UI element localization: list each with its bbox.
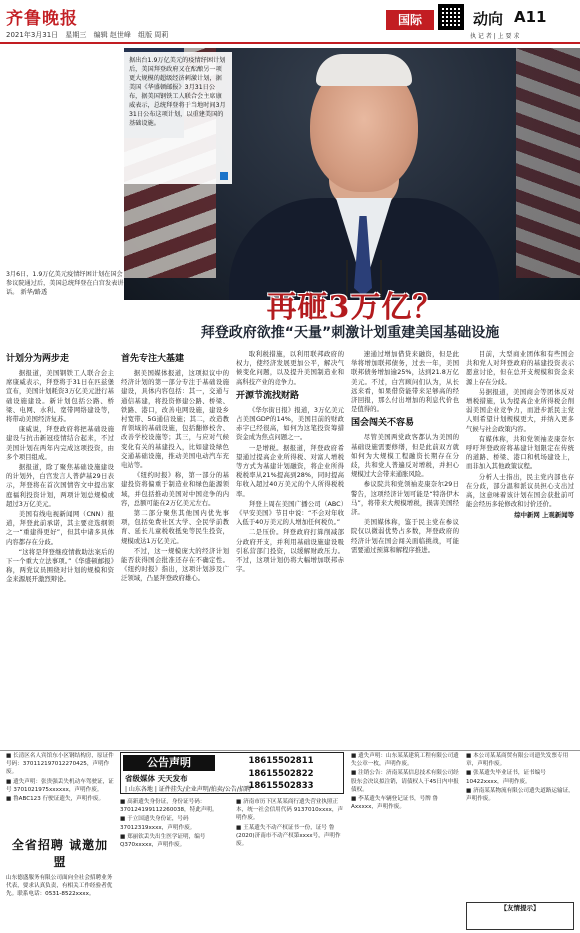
paragraph: 一是增税。据报道，拜登政府希望通过提高企业所得税、对富人增税等方式为基建计划融资，将企业所得税税率从21%提高到28%，同时提高年收入超过40万美元的个人所得税税率。 bbox=[236, 443, 344, 498]
paragraph: 《华尔街日报》报道，3万亿美元占美国GDP的14%，美国目前的财政赤字已经很高，如何为这笔投资筹措资金成为焦点问题之一。 bbox=[236, 405, 344, 442]
ad-item: ■ 济南某某物流有限公司遗失道路运输证，声明作废。 bbox=[466, 787, 574, 803]
byline: 综中新网 上观新闻等 bbox=[514, 511, 574, 520]
page-name: 动向 bbox=[473, 10, 504, 28]
photo-caption-text: 3月6日，1.9万亿美元疫情纾困计划在国会参议院通过后，美国总统拜登在白宫发表讲话。 新华/路透 bbox=[6, 271, 124, 296]
lead-summary-text: 据出台1.9万亿美元的疫情纾困计划后，美国拜登政府又在酝酿另一项更大规模的超级经济刺激计划，据美国《华盛顿邮报》3月31日公布，据美国钢铁工人联合会主席康威表示，总统拜登将于当地时间3月31日公布这项计划，以重建美国的基础设施。 bbox=[129, 57, 226, 127]
editors-right: 执 记 者 | 上 要 求 bbox=[470, 33, 520, 40]
newspaper-logo: 齐鲁晚报 bbox=[6, 9, 78, 29]
paragraph: 参议院共和党领袖麦康奈尔29日警告，这项经济计划可能是“特洛伊木马”，将带来大规模增税，损害美国经济。 bbox=[351, 480, 459, 517]
article-column bbox=[6, 350, 114, 748]
recruitment-text: 山东德盛服务有限公司面向全社会招聘业务代表，要求认真负责，有相关工作经验者优先。联系电话：0531-8522xxxx。 bbox=[6, 875, 113, 898]
paragraph: 据报道，除了聚焦基础设施建设的计划外，白宫发言人普萨基29日表示，拜登将在首次国情咨文中提出家庭福利投资计划，两项计划总规模或超过3万亿美元。 bbox=[6, 463, 114, 508]
paragraph: 据美国媒体报道，这项拟议中的经济计划的第一部分专注于基础设施建设，具体内容包括：其一，交通与通信基建，将投资修建公路、桥梁、铁路、港口，改善电网设施，建设乡村宽带、5G通信设施；其二，改造教育领域的基础设施，包括翻修校舍、改善学校设施等；其三，与应对气候变化有关的基建投入，比如建设绿色交通基础设施，推动美国电动汽车充电站等。 bbox=[121, 369, 229, 470]
classified-ads bbox=[6, 752, 574, 930]
ad-item: ■ 王某遗失不动产权证书一份，证号 鲁(2020)济南市不动产权第xxxx号，声明作废。 bbox=[236, 824, 341, 848]
notice-phone: 18615502822 bbox=[248, 768, 314, 779]
square-icon bbox=[220, 172, 228, 180]
paragraph: 另据报道，美国商会等团体反对增税措施，认为提高企业所得税会削弱美国企业竞争力，而进步派民主党人则希望计划规模更大，并纳入更多气候与社会政策内容。 bbox=[466, 387, 574, 433]
issue-date: 2021年3月31日 bbox=[6, 31, 59, 39]
ad-divider bbox=[0, 750, 580, 751]
paragraph: 不过，这一规模庞大的经济计划能否获得国会批准还存在不确定性。《纽约时报》指出，这项计划涉及广泛领域，凸显拜登政府雄心。 bbox=[121, 546, 229, 583]
paragraph: 有媒体称，共和党领袖麦康奈尔呼吁拜登政府将基建计划限定在传统的道路、桥梁、港口和机场建设上，而非加入其他政策议程。 bbox=[466, 434, 574, 471]
issue-weekday: 星期三 bbox=[65, 31, 87, 39]
ad-column bbox=[236, 798, 344, 930]
column-heading: 开源节流找财路 bbox=[236, 390, 300, 401]
ad-item: ■ 张某遗失毕业证书，证书编号 10422xxxx，声明作废。 bbox=[466, 770, 546, 785]
masthead bbox=[0, 0, 580, 44]
ad-item: ■ 鲁ABC123 行驶证遗失，声明作废。 bbox=[6, 796, 105, 803]
photo-hair bbox=[316, 54, 412, 86]
subheadline: 拜登政府欲推“天量”刺激计划重建美国基础设施 bbox=[200, 325, 500, 341]
paragraph: 尽管美国两党政客都认为美国的基础设施需要修缮，但是此前双方就如何为大规模工程融资长期存在分歧，共和党人普遍反对增税，并担心规模过大会带来通胀风险。 bbox=[351, 433, 459, 479]
dateline bbox=[6, 30, 173, 40]
paragraph: 美国有线电视新闻网（CNN）报道，拜登此前承诺，其主要竞选纲领之一“重建得更好”，但其中诸多具体内容都存在分歧。 bbox=[6, 510, 114, 546]
public-notice-banner bbox=[120, 752, 344, 794]
paragraph: 取利税措施，以利用联邦政府的权力，使经济发展更加公平，解决气候变化问题，以及提升美国制造业和高科技产业的竞争力。 bbox=[236, 350, 344, 386]
ad-item: ■ 注销公告：济南某某信息技术有限公司经股东会决议拟注销，请债权人于45日内申报债权。 bbox=[351, 770, 459, 793]
ad-column bbox=[120, 798, 228, 930]
paragraph: 据报道，美国钢铁工人联合会主席康威表示，拜登将于31日在匹兹堡宣布，美国计划耗资3万亿美元进行基础设施建设。新计划包括公路、桥梁、电网、水利、宽带网络建设等，将带动美国经济复苏。 bbox=[6, 369, 114, 424]
photo-caption bbox=[6, 270, 124, 304]
notice-slogan: 省级媒体 天天发布 bbox=[125, 774, 188, 783]
recruitment-ad bbox=[6, 832, 114, 930]
ad-item: ■ 于立国遗失身份证，号码 37012319xxxx，声明作废。 bbox=[120, 816, 196, 831]
column-heading: 国会闯关不容易 bbox=[351, 418, 415, 429]
headline: 再砸3万亿？ bbox=[266, 290, 444, 325]
ad-item: ■ 高新遗失身份证，身份证号码：370124199112260038，特此声明。 bbox=[120, 799, 218, 814]
paragraph: 《纽约时报》称，第一部分的基建投资将偏重于制造业和绿色能源领域，并包括推动美国对中国竞争的内容，总额可能在2万亿美元左右。 bbox=[121, 471, 229, 507]
article-column bbox=[466, 350, 574, 748]
notice-categories: | 山东各地 | 证件挂失/企业声明/拍卖/公告/招聘 bbox=[125, 786, 251, 793]
flag-right bbox=[516, 48, 580, 278]
ad-item: ■ 遗失声明：张贵强丢失机动车驾驶证，证号 3701021975xxxxxx，声明作废。 bbox=[6, 778, 114, 793]
ad-item: ■ 济南市历下区某某商行遗失营业执照正本，统一社会信用代码 9137010xxxx，声明作废。 bbox=[236, 799, 344, 822]
paragraph: “这将是拜登继疫情救助法案后的下一个重大立法事项。”《华盛顿邮报》称，两党议员围绕对计划的规模和资金来源展开激烈辩论。 bbox=[6, 547, 114, 584]
notice-phones bbox=[221, 755, 341, 793]
masthead-rule bbox=[0, 42, 580, 44]
lead-summary bbox=[124, 52, 232, 184]
paragraph: 美国媒体称，鉴于民主党在参议院仅以微弱优势占多数，拜登政府的经济计划在国会闯关面临挑战，可能需要通过预算和解程序推进。 bbox=[351, 518, 459, 554]
ad-item: ■ 本公司某某商贸有限公司遗失发票专用章，声明作废。 bbox=[466, 753, 569, 768]
column-heading: 计划分为两步走 bbox=[6, 354, 70, 364]
recruitment-title: 全省招聘 诚邀加盟 bbox=[11, 838, 109, 869]
ad-column bbox=[6, 752, 114, 830]
ad-item: ■ 长清区名人宾馆东小区钢结构房，原证件号码：370112197012270425，声明作废。 bbox=[6, 753, 114, 776]
ad-item: ■ 遗失声明：山东某某建筑工程有限公司遗失公章一枚，声明作废。 bbox=[351, 753, 459, 768]
ad-item: ■ 郑丽钦丢失出生医学证明，编号 Q370xxxxx，声明作废。 bbox=[120, 833, 206, 849]
notice-phone: 18615502811 bbox=[248, 756, 314, 766]
notice-title: 公告声明 bbox=[123, 755, 215, 771]
ad-column bbox=[466, 752, 574, 896]
paragraph: 第二部分聚焦其他国内优先事项，包括免费社区大学、全民学前教育、延长儿童税收抵免等民生投资，规模或达1万亿美元。 bbox=[121, 509, 229, 545]
column-heading: 首先专注大基建 bbox=[121, 354, 185, 364]
ad-column bbox=[351, 752, 459, 930]
qr-code-icon bbox=[438, 4, 464, 30]
designer: 组版 周莉 bbox=[138, 31, 169, 39]
ad-item: ■ 李某遗失车辆登记证书，号牌 鲁Axxxxx，声明作废。 bbox=[351, 796, 439, 811]
paragraph: 速通过增加借贷来融资，但是此举将增加联邦债务，过去一年，美国联邦债务增加逾25%，达到21.8万亿美元。不过，白宫顾问们认为，从长远来看，如果借贷能带来足够高的经济回报，那么付出增加的利息代价也是值得的。 bbox=[351, 350, 459, 414]
tips-title: 【友情提示】 bbox=[500, 904, 540, 912]
article-column bbox=[121, 350, 229, 748]
tips-box bbox=[466, 902, 574, 930]
paragraph: 康威说，拜登政府将把基础设施建设与抗击新冠疫情结合起来，不过美国计划在两年内完成这项投资，由多个项目组成。 bbox=[6, 425, 114, 461]
notice-phone: 18615502833 bbox=[248, 781, 314, 791]
paragraph: 目前，大型商业团体和有些国会共和党人对拜登政府的基建投资表示愿意讨论，但在总开支规模和资金来源上存在分歧。 bbox=[466, 350, 574, 386]
editor: 编辑 赵世峰 bbox=[93, 31, 131, 39]
article-body bbox=[6, 350, 574, 748]
section-tab: 国际 bbox=[386, 10, 434, 30]
article-column bbox=[236, 350, 344, 748]
paragraph: 二是压价。拜登政府打算削减部分政府开支，并利用基础设施建设吸引私营部门投资，以缓解财政压力。不过，这项计划仍将大幅增加联邦赤字。 bbox=[236, 528, 344, 574]
article-column bbox=[351, 350, 459, 748]
paragraph: 拜登上周在美国广播公司（ABC）《早安美国》节目中说：“不会对年收入低于40万美元的人增加任何税负。” bbox=[236, 499, 344, 527]
page-code: A11 bbox=[514, 8, 547, 26]
paragraph: 分析人士指出，民主党内部也存在分歧，部分温和派议员担心支出过高，这意味着该计划在国会获批前可能会经历多轮修改和讨价还价。 bbox=[466, 472, 574, 509]
